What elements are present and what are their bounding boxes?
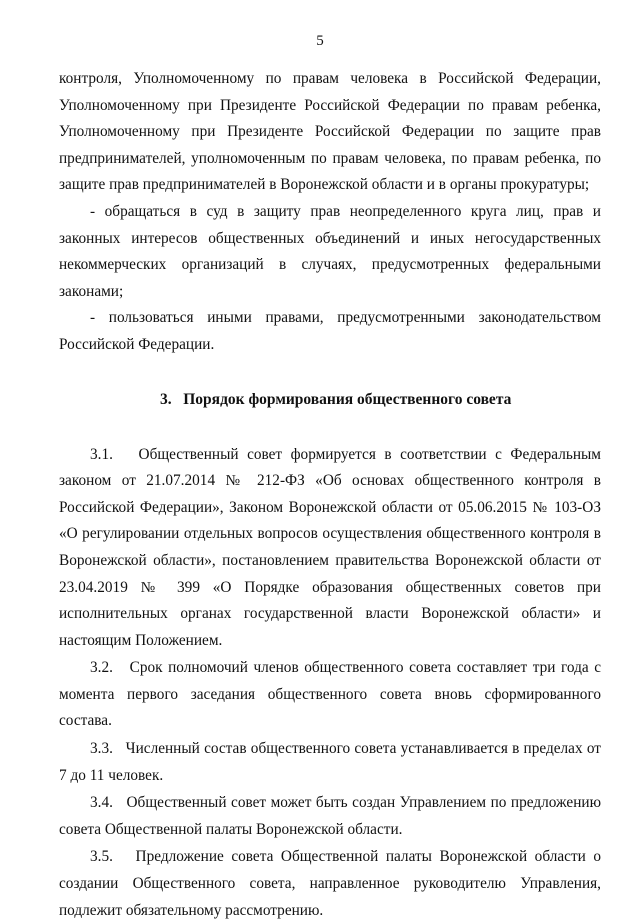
page-number: 5 [316, 33, 324, 49]
clause-3-1: 3.1. Общественный совет формируется в соответствии с Федеральным законом от 21.07.2014 № 212-ФЗ «Об основах общественного контроля в Российской Федерации», Законом Воронежской области от 05.06.2015 № 103-ОЗ «О регулировании отдельных вопросов осуществления общественного контроля в Воронежской области», постановлением правительства Воронежской области от 23.04.2019 № 399 «О Порядке образования общественных советов при исполнительных органах государственной власти Воронежской области» и настоящим Положением. [59, 445, 605, 649]
clause-3-3: 3.3. Численный состав общественного совета устанавливается в пределах от 7 до 11 человек. [59, 740, 605, 784]
paragraph-court-appeal: - обращаться в суд в защиту прав неопределенного круга лиц, прав и законных интересов общественных объединений и иных негосударственных некоммерческих организаций в случаях, предусмотренных федеральными законами; [59, 202, 601, 300]
paragraph-other-rights: - пользоваться иными правами, предусмотренными законодательством Российской Федерации. [59, 309, 601, 353]
clause-3-2: 3.2. Срок полномочий членов общественного совета составляет три года с момента первого заседания общественного совета вновь сформированного состава. [59, 659, 605, 730]
clause-3-4: 3.4. Общественный совет может быть создан Управлением по предложению совета Общественной палаты Воронежской области. [59, 794, 605, 838]
document-body [59, 66, 605, 924]
clause-3-5: 3.5. Предложение совета Общественной палаты Воронежской области о создании Общественного совета, направленное руководителю Управления, подлежит обязательному рассмотрению. [59, 848, 605, 919]
section-heading: 3. Порядок формирования общественного совета [160, 390, 512, 408]
paragraph-rights-appeal: контроля, Уполномоченному по правам человека в Российской Федерации, Уполномоченному при Президенте Российской Федерации по правам ребенка, Уполномоченному при Президенте Российской Федерации по защите прав предпринимателей, уполномоченным по правам человека, по правам ребенка, по защите прав предпринимателей в Воронежской области и в органы прокуратуры; [59, 70, 601, 194]
